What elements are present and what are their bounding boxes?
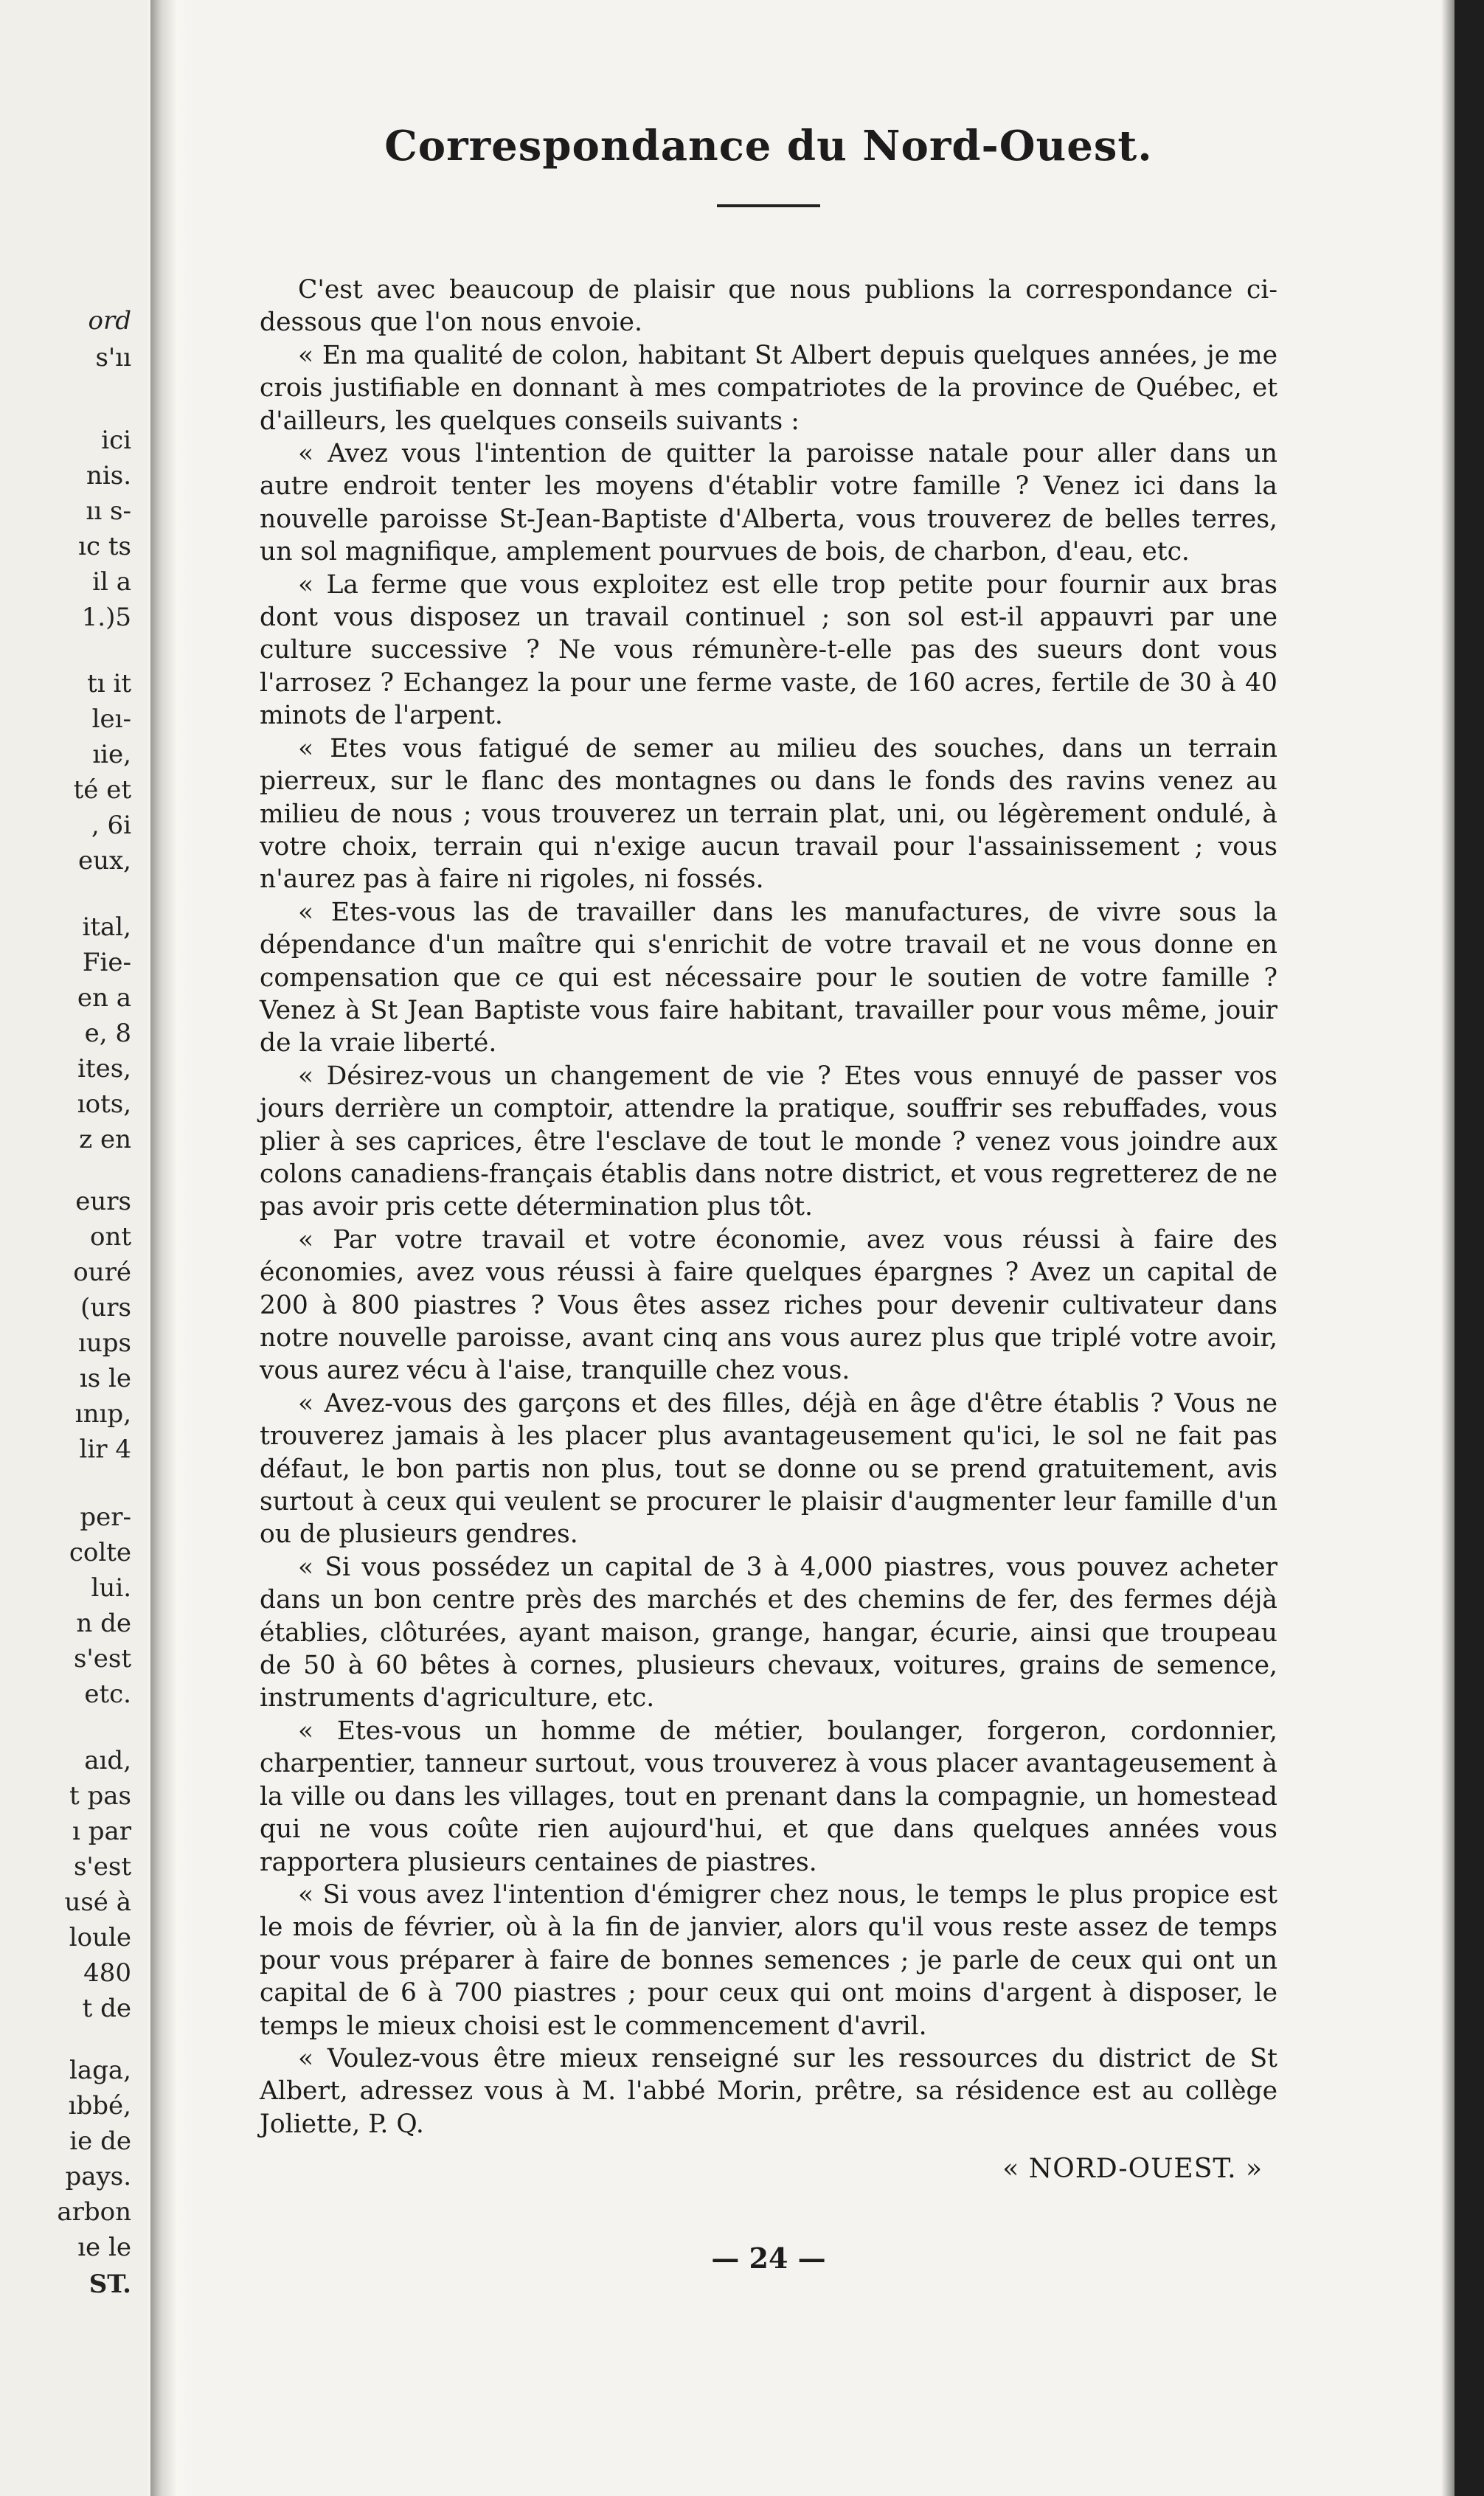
previous-page-fragment: colte xyxy=(69,1538,131,1567)
previous-page-fragment: , 6i xyxy=(91,811,131,840)
article-paragraph: « Par votre travail et votre économie, avez vous réussi à faire des économies, avez vous réussi à faire quelques épargnes ? Avez un capital de 200 à 800 piastres ? Vous êtes assez riches pour devenir cultivateur dans notre nouvelle paroisse, avant cinq ans vous aurez plus que triplé votre avoir, vous aurez vécu à l'aise, tranquille chez vous. xyxy=(260,1224,1277,1386)
previous-page-fragment: ınıp, xyxy=(74,1399,131,1429)
page-number: — 24 — xyxy=(711,2242,826,2275)
previous-page-fragment: eux, xyxy=(77,846,131,876)
previous-page-fragment: etc. xyxy=(84,1679,131,1709)
previous-page-fragment: s'est xyxy=(73,1644,131,1674)
previous-page-fragment: ıots, xyxy=(77,1089,131,1119)
page-edge xyxy=(1454,0,1484,2496)
previous-page-fragment: en a xyxy=(77,983,131,1013)
article-signature: « NORD-OUEST. » xyxy=(1002,2154,1263,2185)
previous-page-fragment: ie de xyxy=(69,2126,131,2156)
article-paragraph: « Si vous possédez un capital de 3 à 4,000 piastres, vous pouvez acheter dans un bon centre près des marchés et des chemins de fer, des fermes déjà établies, clôturées, ayant maison, grange, hangar, écurie, ainsi que troupeau de 50 à 60 bêtes à cornes, plusieurs chevaux, voitures, grains de semence, instruments d'agriculture, etc. xyxy=(260,1552,1277,1713)
previous-page-fragment: arbon xyxy=(57,2197,131,2227)
previous-page-fragment: ıe le xyxy=(77,2233,131,2262)
previous-page-fragment: 480 xyxy=(83,1958,131,1988)
previous-page-fragment: laga, xyxy=(69,2056,131,2085)
article-paragraph: « Etes-vous las de travailler dans les manufactures, de vivre sous la dépendance d'un maître qui s'enrichit de votre travail et ne vous donne en compensation que ce qui est nécessaire pour le soutien de votre famille ? Venez à St Jean Baptiste vous faire habitant, travailler pour vous même, jouir de la vraie liberté. xyxy=(260,897,1277,1058)
article xyxy=(260,122,1277,2275)
article-paragraph: « Désirez-vous un changement de vie ? Etes vous ennuyé de passer vos jours derrière un comptoir, attendre la pratique, souffrir ses rebuffades, vous plier à ses caprices, être l'esclave de tout le monde ? venez vous joindre aux colons canadiens-français établis dans notre district, et vous regretterez de ne pas avoir pris cette détermination plus tôt. xyxy=(260,1061,1277,1222)
previous-page-fragment: ıups xyxy=(78,1328,131,1358)
article-paragraph: « Etes-vous un homme de métier, boulanger, forgeron, cordonnier, charpentier, tanneur surtout, vous trouverez à vous placer avantageusement à la ville ou dans les villages, tout en prenant dans la compagnie, un homestead qui ne vous coûte rien aujourd'hui, et que dans quelques années vous rapportera plusieurs centaines de piastres. xyxy=(260,1716,1277,1877)
previous-page-fragment: ital, xyxy=(82,912,131,942)
article-paragraph: « Si vous avez l'intention d'émigrer chez nous, le temps le plus propice est le mois de février, où à la fin de janvier, alors qu'il vous reste assez de temps pour vous préparer à faire de bonnes semences ; je parle de ceux qui ont un capital de 6 à 700 piastres ; pour ceux qui ont moins d'argent à disposer, le temps le mieux choisi est le commencement d'avril. xyxy=(260,1879,1277,2041)
previous-page-fragment: t pas xyxy=(69,1781,131,1811)
previous-page-fragment: t de xyxy=(82,1994,131,2023)
previous-page-fragment: per- xyxy=(80,1502,131,1532)
previous-page-fragment: ouré xyxy=(73,1258,131,1287)
previous-page-fragment: té et xyxy=(73,775,131,805)
previous-page-fragment: s'ıı xyxy=(95,343,131,372)
previous-page-fragment: loule xyxy=(69,1923,131,1952)
previous-page-fragment: n de xyxy=(76,1609,131,1638)
previous-page-fragment: ıie, xyxy=(92,740,131,769)
previous-page-column xyxy=(0,0,148,2496)
article-paragraph: C'est avec beaucoup de plaisir que nous publions la correspondance ci-dessous que l'on nous envoie. xyxy=(260,275,1277,338)
article-paragraph: « En ma qualité de colon, habitant St Albert depuis quelques années, je me crois justifiable en donnant à mes compatriotes de la province de Québec, et d'ailleurs, les quelques conseils suivants : xyxy=(260,340,1277,436)
previous-page-fragment: ont xyxy=(89,1222,131,1252)
previous-page-fragment: 1.)5 xyxy=(81,603,131,632)
previous-page-fragment: nis. xyxy=(86,461,131,490)
previous-page-fragment: il a xyxy=(92,567,131,597)
article-paragraph: « Avez vous l'intention de quitter la paroisse natale pour aller dans un autre endroit tenter les moyens d'établir votre famille ? Venez ici dans la nouvelle paroisse St-Jean-Baptiste d'Alberta, vous trouverez de belles terres, un sol magnifique, amplement pourvues de bois, de charbon, d'eau, etc. xyxy=(260,439,1277,567)
previous-page-fragment: z en xyxy=(79,1125,131,1154)
previous-page-fragment: Fie- xyxy=(82,948,131,977)
previous-page-fragment: e, 8 xyxy=(84,1019,131,1048)
previous-page-fragment: ıı s- xyxy=(86,496,131,526)
previous-page-fragment: ı par xyxy=(72,1817,131,1846)
previous-page-fragment: ıbbé, xyxy=(68,2091,131,2121)
title-rule xyxy=(717,204,820,207)
previous-page-fragment: aıd, xyxy=(84,1746,131,1775)
previous-page-fragment: pays. xyxy=(65,2162,131,2191)
previous-page-fragment: lir 4 xyxy=(79,1435,131,1464)
previous-page-fragment: (urs xyxy=(80,1293,131,1322)
article-paragraph: « Voulez-vous être mieux renseigné sur les ressources du district de St Albert, adressez vous à M. l'abbé Morin, prêtre, sa résidence est au collège Joliette, P. Q. xyxy=(260,2043,1277,2139)
binding-gutter xyxy=(150,0,195,2496)
article-title: Correspondance du Nord-Ouest. xyxy=(384,122,1153,170)
previous-page-fragment: ıs le xyxy=(79,1364,131,1393)
previous-page-fragment: ici xyxy=(101,426,131,455)
article-paragraph: « Etes vous fatigué de semer au milieu des souches, dans un terrain pierreux, sur le flanc des montagnes ou dans le fonds des ravins venez au milieu de nous ; vous trouverez un terrain plat, uni, ou légèrement ondulé, à votre choix, terrain qui n'exige aucun travail pour l'assainissement ; vous n'aurez pas à faire ni rigoles, ni fossés. xyxy=(260,733,1277,895)
previous-page-fragment: lui. xyxy=(91,1573,131,1603)
previous-page-fragment: ST. xyxy=(89,2270,131,2299)
article-paragraph: « La ferme que vous exploitez est elle trop petite pour fournir aux bras dont vous disposez un travail continuel ; son sol est-il appauvri par une culture successive ? Ne vous rémunère-t-elle pas des sueurs dont vous l'arrosez ? Echangez la pour une ferme vaste, de 160 acres, fertile de 30 à 40 minots de l'arpent. xyxy=(260,569,1277,731)
previous-page-fragment: usé à xyxy=(64,1887,131,1917)
previous-page-fragment: eurs xyxy=(75,1187,131,1216)
article-paragraph: « Avez-vous des garçons et des filles, déjà en âge d'être établis ? Vous ne trouverez jamais à les placer plus avantageusement qu'ici, le sol ne fait pas défaut, le bon partis non plus, tout se donne ou se prend gratuitement, avis surtout à ceux qui veulent se procurer le plaisir d'augmenter leur famille d'un ou de plusieurs gendres. xyxy=(260,1388,1277,1550)
page-edge-shadow xyxy=(1441,0,1454,2496)
previous-page-fragment: ites, xyxy=(77,1054,131,1084)
previous-page-fragment: tı it xyxy=(87,669,131,698)
previous-page-fragment: ord xyxy=(88,306,131,336)
previous-page-fragment: ıc ts xyxy=(78,532,131,561)
previous-page-fragment: s'est xyxy=(73,1852,131,1882)
previous-page-fragment: leı- xyxy=(91,704,131,734)
